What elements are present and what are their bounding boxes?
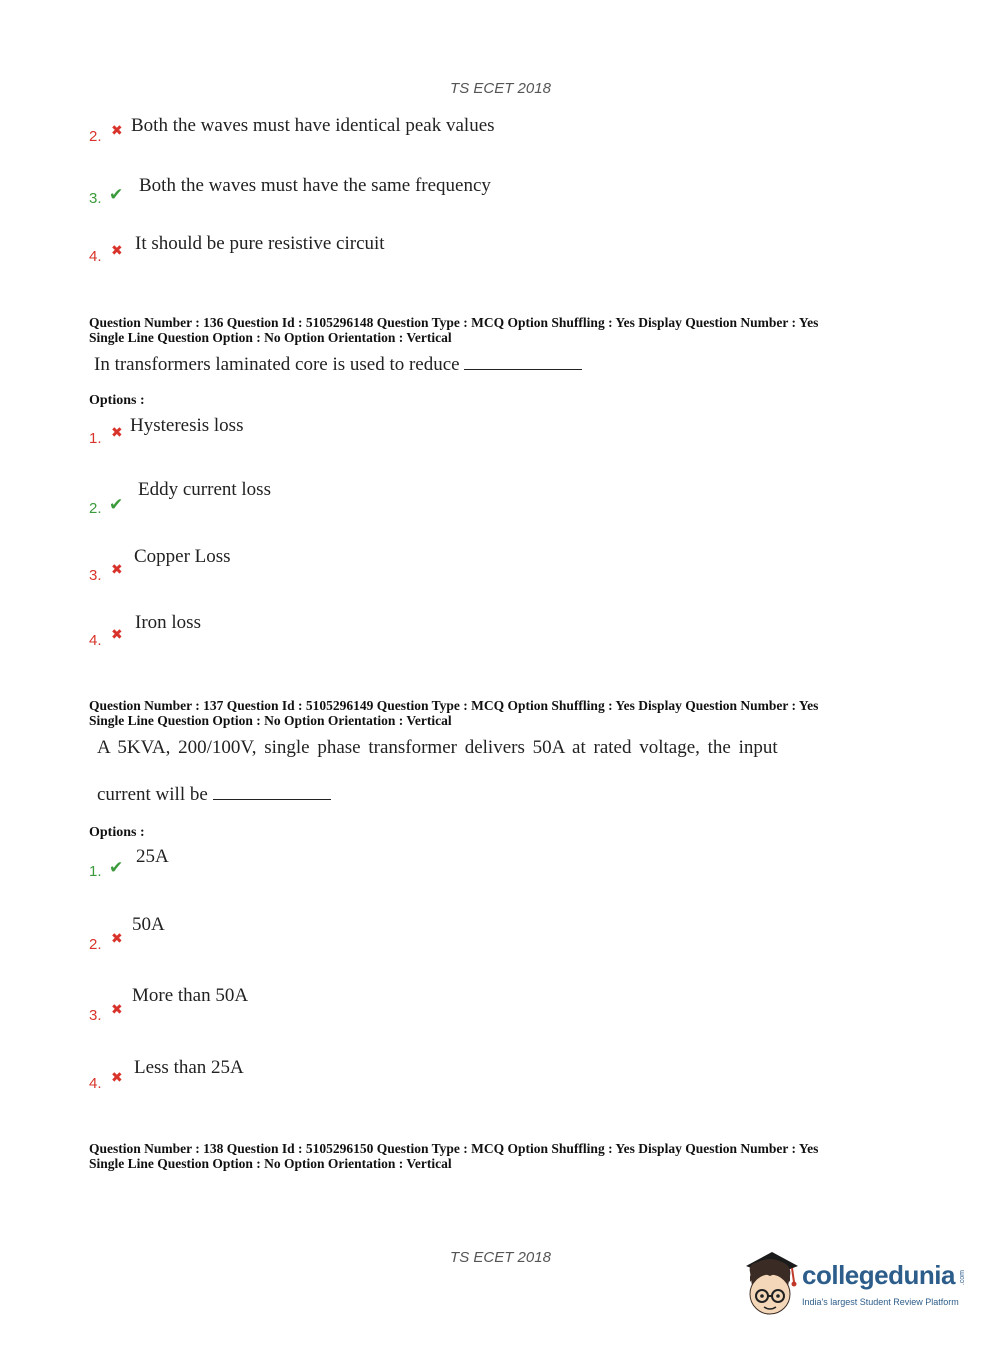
option-number: 4.	[89, 248, 102, 265]
page-header: TS ECET 2018	[450, 80, 551, 97]
option-text: Eddy current loss	[138, 479, 271, 500]
question-meta	[89, 1141, 909, 1171]
cross-icon: ✖	[111, 123, 123, 139]
option-item[interactable]	[89, 546, 489, 600]
option-item[interactable]	[89, 233, 589, 280]
check-icon: ✔	[109, 185, 124, 205]
option-number: 1.	[89, 430, 102, 447]
option-text: Less than 25A	[134, 1057, 244, 1078]
option-number: 2.	[89, 500, 102, 517]
cross-icon: ✖	[111, 425, 123, 441]
option-number: 3.	[89, 190, 102, 207]
option-text: Iron loss	[135, 612, 201, 633]
option-number: 3.	[89, 567, 102, 584]
check-icon: ✔	[109, 858, 124, 878]
page-footer: TS ECET 2018	[450, 1249, 551, 1266]
question-meta-line: Single Line Question Option : No Option Orientation : Vertical	[89, 713, 452, 728]
question-text	[94, 353, 582, 376]
option-item[interactable]	[89, 612, 489, 665]
option-text: 25A	[136, 846, 169, 867]
cross-icon: ✖	[111, 1070, 123, 1086]
option-item[interactable]	[89, 1057, 489, 1108]
option-number: 2.	[89, 128, 102, 145]
question-meta-line: Question Number : 136 Question Id : 5105296148 Question Type : MCQ Option Shuffling : Yes Display Question Number : Yes	[89, 315, 819, 330]
question-text-content: current will be	[97, 784, 208, 805]
option-number: 2.	[89, 936, 102, 953]
option-number: 3.	[89, 1007, 102, 1024]
option-item[interactable]	[89, 175, 589, 222]
mascot-icon	[742, 1246, 800, 1322]
cross-icon: ✖	[111, 1002, 123, 1018]
option-text: 50A	[132, 914, 165, 935]
options-label: Options :	[89, 825, 145, 840]
option-text: Copper Loss	[134, 546, 231, 567]
check-icon: ✔	[109, 495, 124, 515]
question-meta	[89, 698, 909, 728]
option-item[interactable]	[89, 115, 589, 160]
options-label: Options :	[89, 393, 145, 408]
option-text: It should be pure resistive circuit	[135, 233, 385, 254]
option-text: Hysteresis loss	[130, 415, 244, 436]
answer-blank	[213, 783, 331, 800]
logo-name: collegedunia	[802, 1260, 955, 1290]
collegedunia-logo[interactable]	[742, 1246, 972, 1322]
option-text: Both the waves must have identical peak values	[131, 115, 495, 136]
question-text-content: In transformers laminated core is used to reduce	[94, 354, 460, 375]
option-number: 4.	[89, 632, 102, 649]
option-item[interactable]	[89, 914, 489, 969]
option-number: 1.	[89, 863, 102, 880]
option-number: 4.	[89, 1075, 102, 1092]
question-meta-line: Single Line Question Option : No Option Orientation : Vertical	[89, 330, 452, 345]
question-meta	[89, 315, 909, 345]
option-text: Both the waves must have the same frequency	[139, 175, 491, 196]
cross-icon: ✖	[111, 627, 123, 643]
question-text-line	[97, 783, 331, 806]
cross-icon: ✖	[111, 243, 123, 259]
cross-icon: ✖	[111, 931, 123, 947]
answer-blank	[464, 353, 582, 370]
question-text-line: A 5KVA, 200/100V, single phase transformer delivers 50A at rated voltage, the input	[97, 737, 778, 758]
question-meta-line: Question Number : 137 Question Id : 5105296149 Question Type : MCQ Option Shuffling : Yes Display Question Number : Yes	[89, 698, 819, 713]
option-text: More than 50A	[132, 985, 249, 1006]
logo-tagline: India's largest Student Review Platform	[802, 1297, 959, 1307]
cross-icon: ✖	[111, 562, 123, 578]
option-item[interactable]	[89, 985, 489, 1040]
logo-suffix: .com	[959, 1270, 966, 1286]
question-meta-line: Question Number : 138 Question Id : 5105296150 Question Type : MCQ Option Shuffling : Yes Display Question Number : Yes	[89, 1141, 819, 1156]
question-meta-line: Single Line Question Option : No Option Orientation : Vertical	[89, 1156, 452, 1171]
option-item[interactable]	[89, 846, 489, 896]
option-item[interactable]	[89, 415, 489, 462]
option-item[interactable]	[89, 479, 489, 533]
